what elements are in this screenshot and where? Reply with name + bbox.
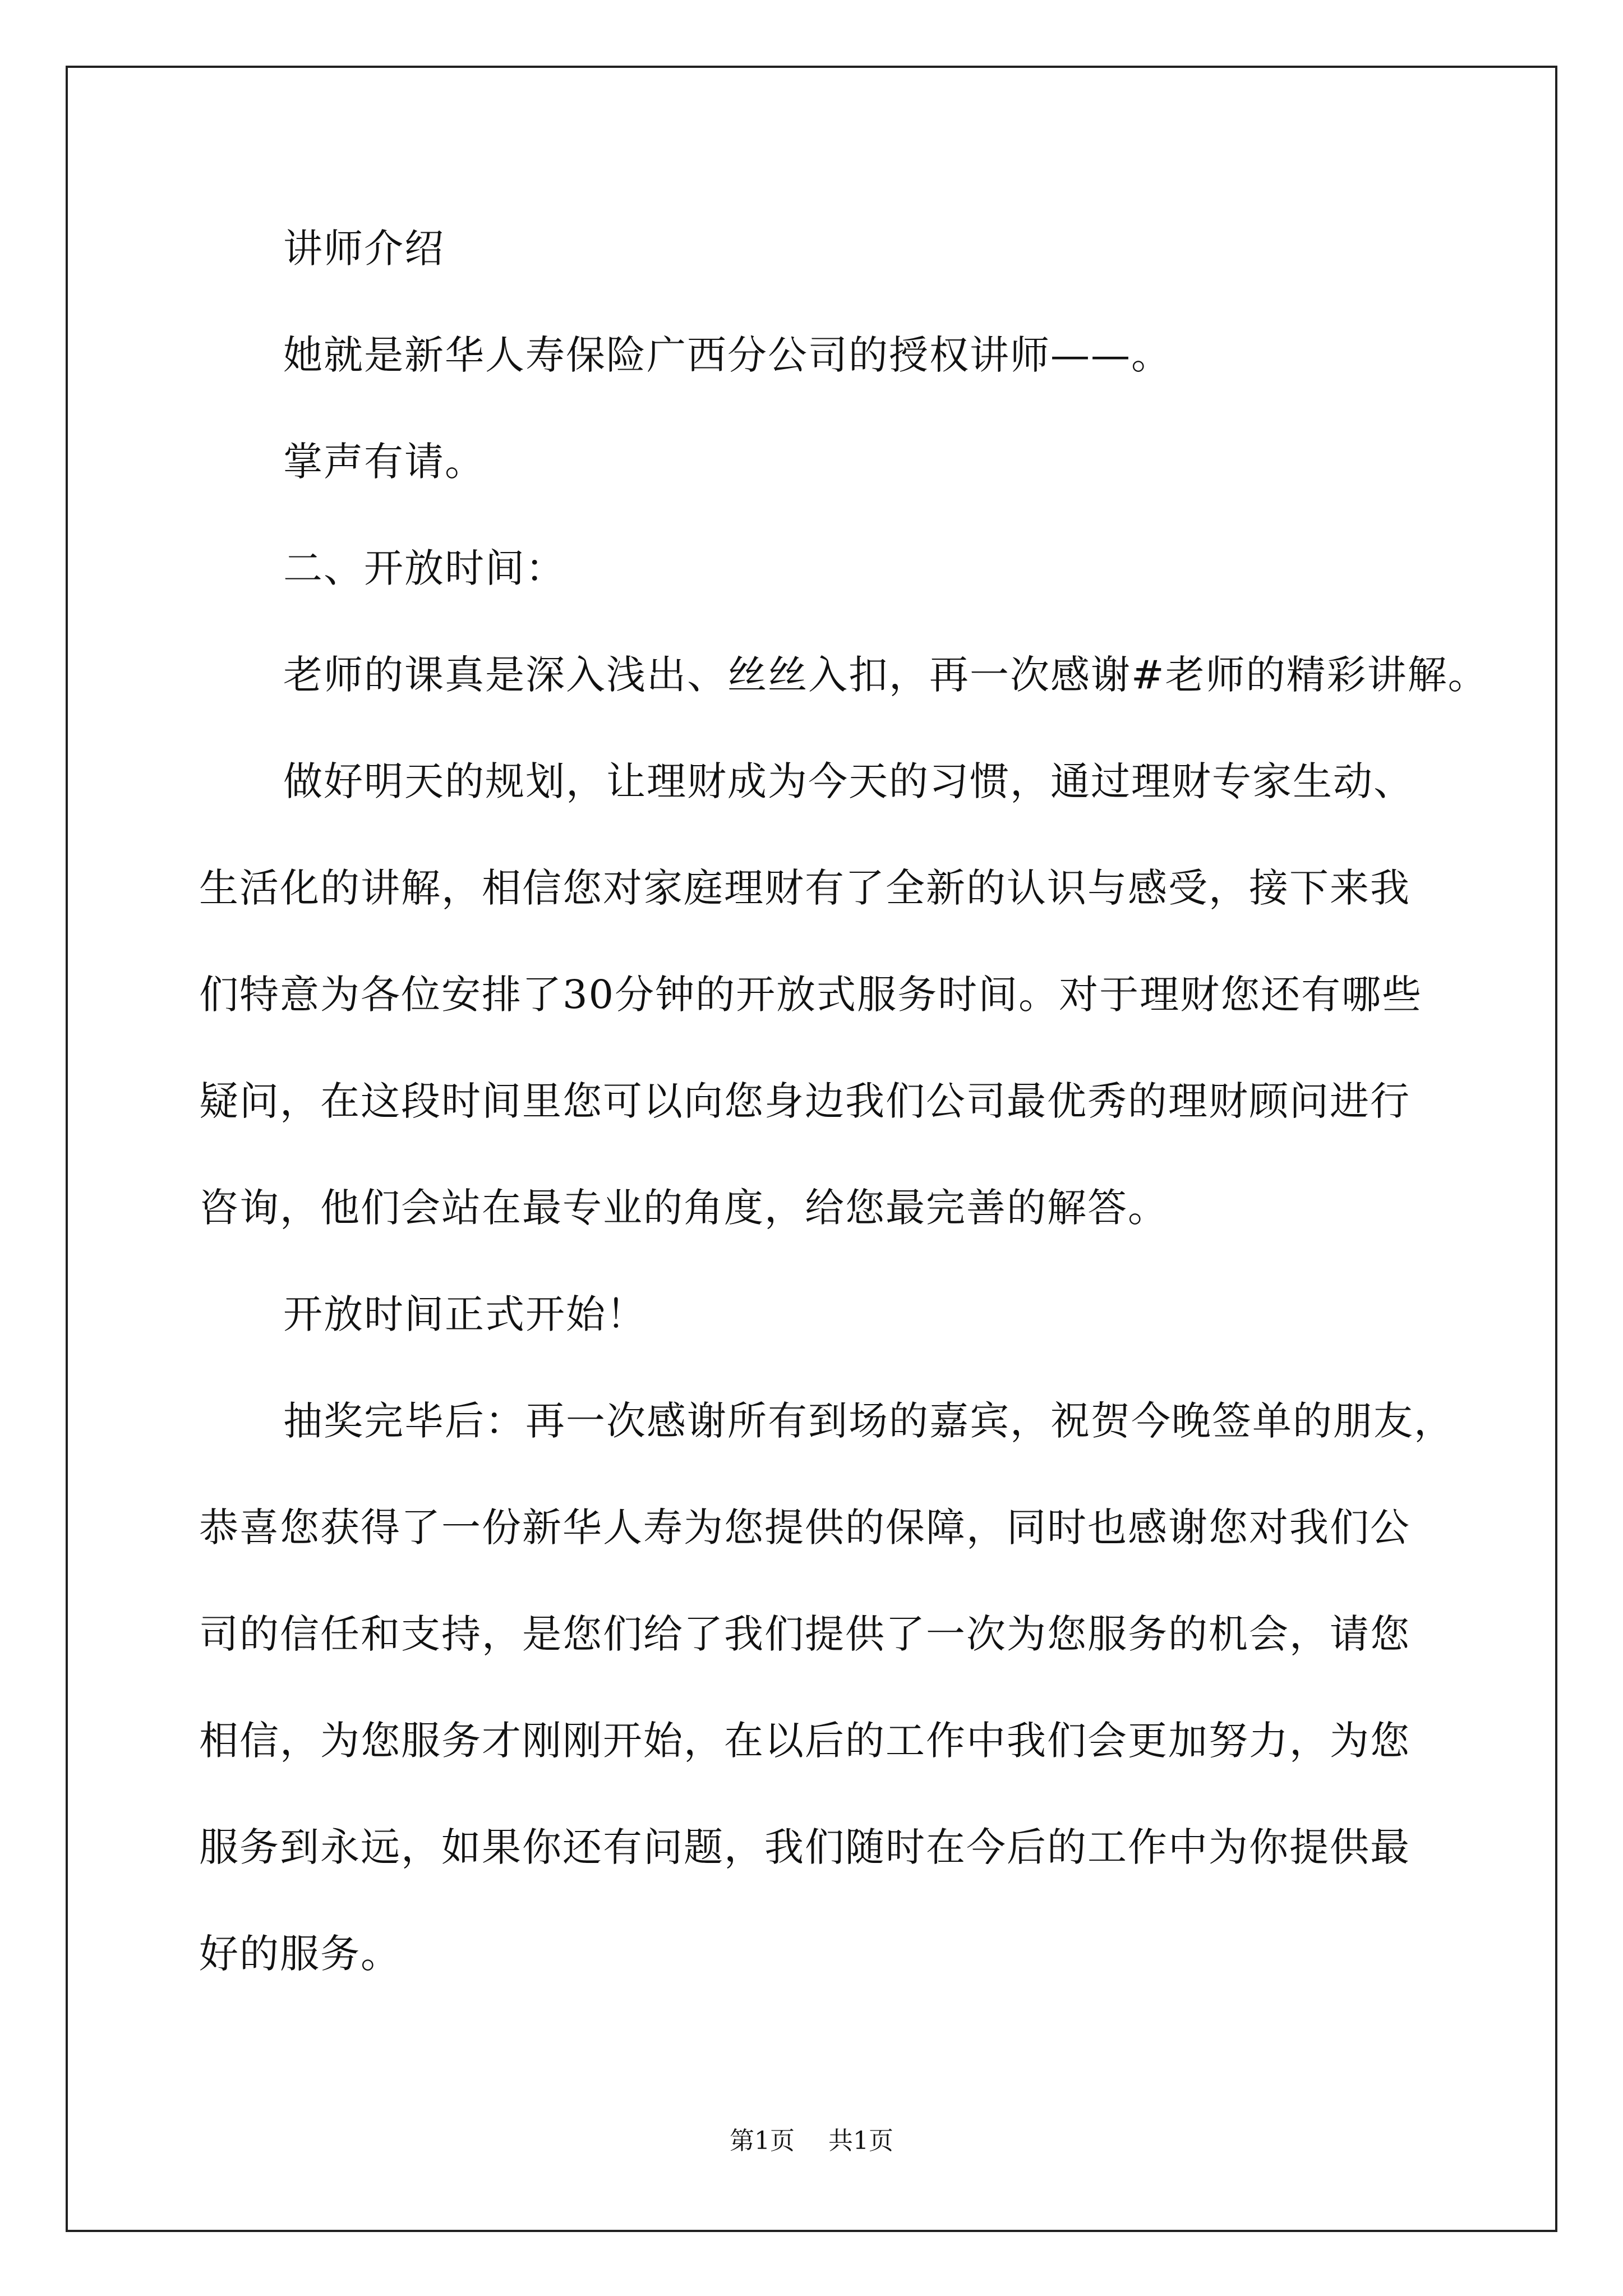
paragraph-line: 生活化的讲解，相信您对家庭理财有了全新的认识与感受，接下来我	[199, 865, 1410, 911]
section-heading-lecturer-intro: 讲师介绍	[283, 226, 445, 272]
paragraph-line: 掌声有请。	[283, 439, 485, 485]
paragraph-line: 恭喜您获得了一份新华人寿为您提供的保障，同时也感谢您对我们公	[199, 1504, 1410, 1550]
paragraph-line: 司的信任和支持，是您们给了我们提供了一次为您服务的机会，请您	[199, 1611, 1410, 1657]
paragraph-line: 们特意为各位安排了30分钟的开放式服务时间。对于理财您还有哪些	[199, 972, 1423, 1018]
page-footer	[0, 2129, 1623, 2154]
paragraph-line: 疑问，在这段时间里您可以向您身边我们公司最优秀的理财顾问进行	[199, 1078, 1410, 1124]
paragraph-line: 服务到永远，如果你还有问题，我们随时在今后的工作中为你提供最	[199, 1824, 1410, 1870]
paragraph-line: 咨询，他们会站在最专业的角度，给您最完善的解答。	[199, 1185, 1168, 1231]
page-border	[66, 66, 1557, 2232]
paragraph-line: 做好明天的规划，让理财成为今天的习惯，通过理财专家生动、	[283, 758, 1414, 804]
section-heading-open-time: 二、开放时间：	[283, 545, 566, 591]
paragraph-line: 她就是新华人寿保险广西分公司的授权讲师——。	[283, 332, 1172, 378]
paragraph-line: 开放时间正式开始！	[283, 1291, 647, 1337]
page-number: 第1页	[730, 2127, 795, 2155]
paragraph-line: 抽奖完毕后：再一次感谢所有到场的嘉宾，祝贺今晚签单的朋友，	[283, 1398, 1454, 1444]
paragraph-line: 老师的课真是深入浅出、丝丝入扣，再一次感谢#老师的精彩讲解。	[283, 652, 1488, 698]
paragraph-line: 相信，为您服务才刚刚开始，在以后的工作中我们会更加努力，为您	[199, 1718, 1410, 1764]
page-total: 共1页	[828, 2127, 893, 2155]
paragraph-line: 好的服务。	[199, 1931, 401, 1977]
